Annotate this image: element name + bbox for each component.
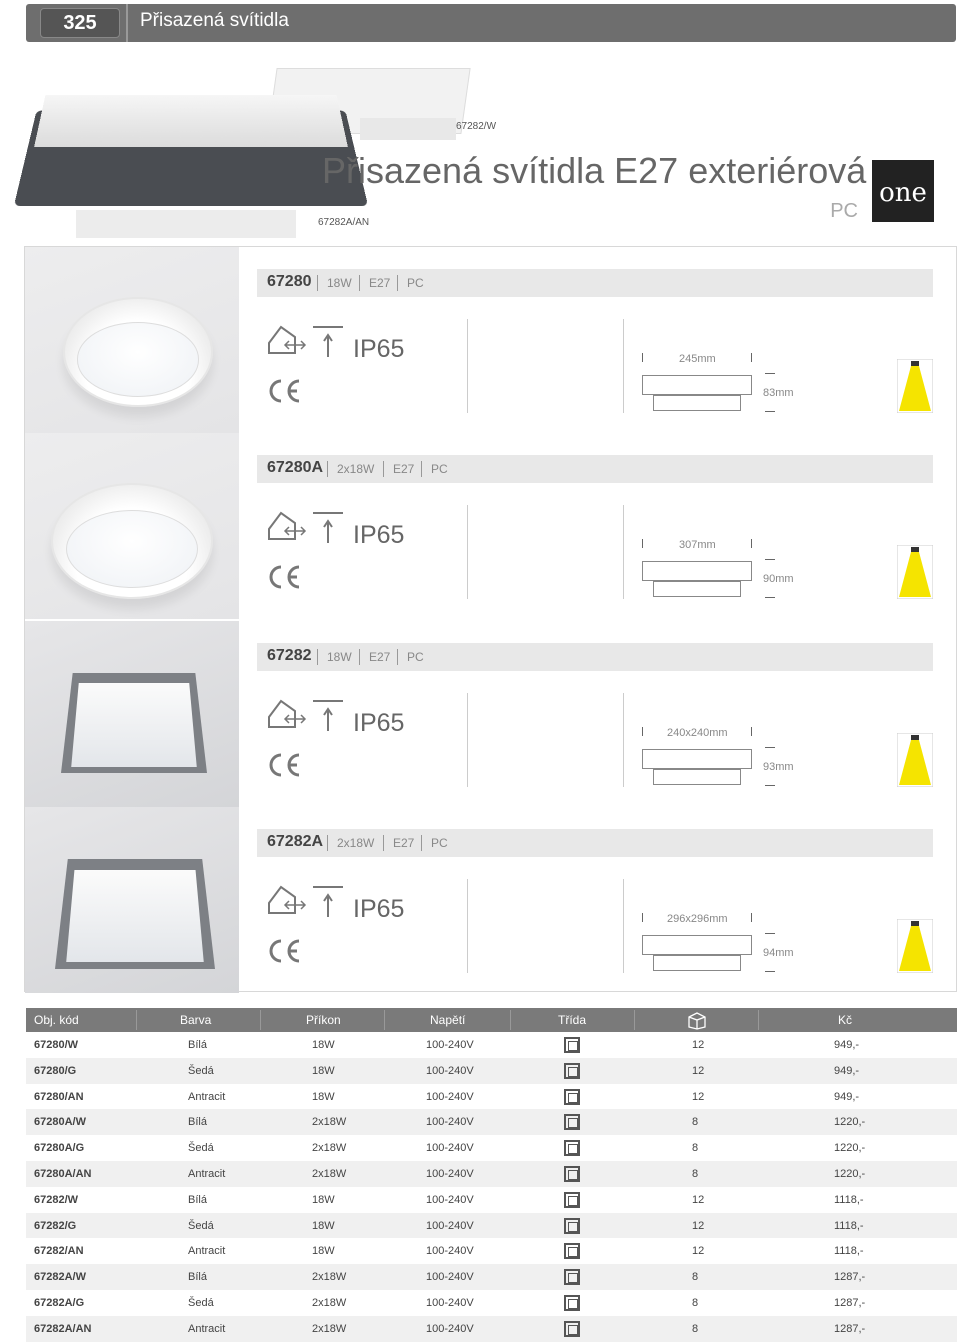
cell-package-qty: 12 xyxy=(692,1245,705,1258)
hero-lamp-diffuser xyxy=(34,95,348,147)
cell-package-qty: 8 xyxy=(692,1142,699,1155)
col-price: Kč xyxy=(838,1013,853,1027)
square-lamp-icon xyxy=(61,673,207,773)
cell-color: Antracit xyxy=(188,1245,226,1258)
cell-voltage: 100-240V xyxy=(426,1039,474,1051)
cell-power: 18W xyxy=(312,1245,335,1258)
dimension-drawing xyxy=(642,375,752,395)
class-ii-icon xyxy=(311,325,345,361)
col-voltage: Napětí xyxy=(430,1013,466,1027)
ip-rating: IP65 xyxy=(353,335,405,363)
product-block xyxy=(25,247,956,433)
class-ii-icon xyxy=(564,1243,580,1259)
product-code: 67280 xyxy=(267,273,312,290)
square-lamp-icon xyxy=(55,859,215,969)
divider xyxy=(467,693,468,787)
cell-package-qty: 12 xyxy=(692,1193,705,1206)
mounting-icon xyxy=(267,883,309,917)
cell-package-qty: 8 xyxy=(692,1167,699,1180)
price-table xyxy=(26,1008,957,1342)
table-header xyxy=(26,1008,957,1032)
divider xyxy=(467,879,468,973)
light-beam-icon xyxy=(897,919,933,973)
cell-color: Šedá xyxy=(188,1296,214,1309)
ce-mark-icon xyxy=(267,751,303,779)
round-lamp-icon xyxy=(63,297,213,407)
divider xyxy=(623,879,624,973)
ip-rating: IP65 xyxy=(353,521,405,549)
table-body xyxy=(26,1032,957,1342)
cell-package-qty: 8 xyxy=(692,1271,699,1284)
header-divider xyxy=(126,4,128,42)
mounting-icon xyxy=(267,697,309,731)
dimension-width: 245mm xyxy=(679,353,716,365)
product-socket: E27 xyxy=(369,276,391,290)
cell-voltage: 100-240V xyxy=(426,1116,474,1129)
product-material: PC xyxy=(407,650,424,664)
product-block xyxy=(25,807,956,993)
divider xyxy=(623,505,624,599)
cell-color: Bílá xyxy=(188,1039,207,1051)
material-subtitle: PC xyxy=(830,200,858,222)
cell-code: 67280/AN xyxy=(34,1090,84,1103)
table-row xyxy=(26,1109,957,1135)
cell-voltage: 100-240V xyxy=(426,1296,474,1309)
dimension-height: 90mm xyxy=(763,573,794,585)
cell-package-qty: 8 xyxy=(692,1116,699,1129)
cell-color: Antracit xyxy=(188,1090,226,1103)
ce-mark-icon xyxy=(267,377,303,405)
cell-power: 18W xyxy=(312,1039,335,1051)
cell-power: 2x18W xyxy=(312,1271,347,1284)
cell-power: 18W xyxy=(312,1219,335,1232)
cell-price: 1118,- xyxy=(834,1193,864,1206)
product-block xyxy=(25,621,956,807)
page-number: 325 xyxy=(40,8,120,38)
cell-voltage: 100-240V xyxy=(426,1167,474,1180)
cell-price: 1220,- xyxy=(834,1142,866,1155)
dimension-drawing xyxy=(642,561,752,581)
spec-bar xyxy=(257,269,933,297)
cell-color: Bílá xyxy=(188,1271,207,1284)
ip-rating: IP65 xyxy=(353,895,405,923)
cell-code: 67280A/G xyxy=(34,1142,85,1155)
dimension-drawing-base xyxy=(653,395,741,411)
dimension-height: 93mm xyxy=(763,761,794,773)
product-material: PC xyxy=(431,836,448,850)
table-row xyxy=(26,1213,957,1239)
product-power: 2x18W xyxy=(337,462,375,476)
cell-voltage: 100-240V xyxy=(426,1219,474,1232)
cell-voltage: 100-240V xyxy=(426,1090,474,1103)
round-lamp-icon xyxy=(51,483,213,599)
product-socket: E27 xyxy=(369,650,391,664)
cell-price: 1287,- xyxy=(834,1271,866,1284)
cell-voltage: 100-240V xyxy=(426,1064,474,1077)
table-row xyxy=(26,1135,957,1161)
class-ii-icon xyxy=(564,1089,580,1105)
ce-mark-icon xyxy=(267,937,303,965)
cell-code: 67280/W xyxy=(34,1039,79,1051)
cell-color: Šedá xyxy=(188,1219,214,1232)
cell-code: 67280A/AN xyxy=(34,1167,92,1180)
cell-code: 67280/G xyxy=(34,1064,77,1077)
product-socket: E27 xyxy=(393,836,415,850)
cell-power: 18W xyxy=(312,1193,335,1206)
cell-voltage: 100-240V xyxy=(426,1142,474,1155)
header-bar xyxy=(26,4,956,42)
product-image xyxy=(25,621,239,807)
cell-package-qty: 12 xyxy=(692,1064,705,1077)
hero-code-top: 67282/W xyxy=(456,121,497,132)
class-ii-icon xyxy=(311,511,345,547)
spec-bar xyxy=(257,643,933,671)
col-power: Příkon xyxy=(306,1013,341,1027)
divider xyxy=(467,505,468,599)
cell-color: Šedá xyxy=(188,1142,214,1155)
cell-code: 67280A/W xyxy=(34,1116,86,1129)
cell-price: 1287,- xyxy=(834,1296,866,1309)
cell-price: 949,- xyxy=(834,1039,860,1051)
table-row xyxy=(26,1032,957,1058)
cell-package-qty: 12 xyxy=(692,1039,705,1051)
dimension-drawing xyxy=(642,749,752,769)
class-ii-icon xyxy=(311,885,345,921)
product-image xyxy=(25,247,239,433)
table-row xyxy=(26,1264,957,1290)
hero-lamp-anthracite xyxy=(26,86,356,242)
cell-package-qty: 8 xyxy=(692,1322,699,1335)
dimension-height: 94mm xyxy=(763,947,794,959)
dimension-drawing-base xyxy=(653,769,741,785)
dimension-width: 240x240mm xyxy=(667,727,728,739)
light-beam-icon xyxy=(897,545,933,599)
ce-mark-icon xyxy=(267,563,303,591)
cell-power: 2x18W xyxy=(312,1116,347,1129)
cell-power: 2x18W xyxy=(312,1142,347,1155)
product-image xyxy=(25,807,239,993)
cell-price: 949,- xyxy=(834,1090,860,1103)
cell-price: 1118,- xyxy=(834,1245,864,1258)
cell-code: 67282A/W xyxy=(34,1271,86,1284)
cell-color: Bílá xyxy=(188,1116,207,1129)
product-code: 67282 xyxy=(267,647,312,664)
product-material: PC xyxy=(407,276,424,290)
table-row xyxy=(26,1084,957,1110)
dimension-drawing-base xyxy=(653,955,741,971)
cell-voltage: 100-240V xyxy=(426,1322,474,1335)
cell-code: 67282A/AN xyxy=(34,1322,92,1335)
class-ii-icon xyxy=(564,1321,580,1337)
product-code: 67282A xyxy=(267,833,324,850)
product-material: PC xyxy=(431,462,448,476)
product-socket: E27 xyxy=(393,462,415,476)
class-ii-icon xyxy=(564,1037,580,1053)
table-row xyxy=(26,1238,957,1264)
cell-color: Antracit xyxy=(188,1167,226,1180)
product-block xyxy=(25,433,956,619)
table-row xyxy=(26,1187,957,1213)
cell-power: 18W xyxy=(312,1090,335,1103)
class-ii-icon xyxy=(564,1063,580,1079)
col-color: Barva xyxy=(180,1013,212,1027)
class-ii-icon xyxy=(564,1192,580,1208)
mounting-icon xyxy=(267,323,309,357)
product-image xyxy=(25,433,239,619)
package-icon xyxy=(686,1010,708,1030)
cell-color: Šedá xyxy=(188,1064,214,1077)
col-class: Třída xyxy=(558,1013,587,1027)
cell-power: 2x18W xyxy=(312,1296,347,1309)
table-row xyxy=(26,1290,957,1316)
divider xyxy=(623,693,624,787)
cell-power: 2x18W xyxy=(312,1167,347,1180)
cell-color: Bílá xyxy=(188,1193,207,1206)
hero-lamp-base xyxy=(76,210,296,238)
cell-code: 67282/W xyxy=(34,1193,79,1206)
spec-bar xyxy=(257,829,933,857)
cell-code: 67282/G xyxy=(34,1219,77,1232)
cell-package-qty: 8 xyxy=(692,1296,699,1309)
cell-package-qty: 12 xyxy=(692,1219,705,1232)
product-power: 2x18W xyxy=(337,836,375,850)
cell-code: 67282A/G xyxy=(34,1296,85,1309)
table-row xyxy=(26,1161,957,1187)
cell-package-qty: 12 xyxy=(692,1090,705,1103)
page-title: Přisazená svítidla E27 exteriérová xyxy=(322,150,867,191)
cell-color: Antracit xyxy=(188,1322,226,1335)
light-beam-icon xyxy=(897,359,933,413)
class-ii-icon xyxy=(564,1140,580,1156)
class-ii-icon xyxy=(564,1166,580,1182)
divider xyxy=(623,319,624,413)
dimension-drawing xyxy=(642,935,752,955)
product-power: 18W xyxy=(327,650,352,664)
cell-price: 1220,- xyxy=(834,1116,866,1129)
hero-lamp-white-base xyxy=(360,118,456,140)
cell-power: 2x18W xyxy=(312,1322,347,1335)
product-panel xyxy=(24,246,957,992)
cell-price: 1220,- xyxy=(834,1167,866,1180)
section-title: Přisazená svítidla xyxy=(140,10,289,31)
dimension-width: 307mm xyxy=(679,539,716,551)
spec-bar xyxy=(257,455,933,483)
class-ii-icon xyxy=(564,1218,580,1234)
product-code: 67280A xyxy=(267,459,324,476)
brand-logo: one xyxy=(872,160,934,222)
class-ii-icon xyxy=(311,699,345,735)
col-code: Obj. kód xyxy=(34,1013,79,1027)
cell-voltage: 100-240V xyxy=(426,1271,474,1284)
table-row xyxy=(26,1316,957,1342)
product-power: 18W xyxy=(327,276,352,290)
cell-price: 1118,- xyxy=(834,1219,864,1232)
table-row xyxy=(26,1058,957,1084)
cell-power: 18W xyxy=(312,1064,335,1077)
divider xyxy=(467,319,468,413)
ip-rating: IP65 xyxy=(353,709,405,737)
cell-code: 67282/AN xyxy=(34,1245,84,1258)
class-ii-icon xyxy=(564,1295,580,1311)
cell-price: 949,- xyxy=(834,1064,860,1077)
dimension-drawing-base xyxy=(653,581,741,597)
cell-price: 1287,- xyxy=(834,1322,866,1335)
cell-voltage: 100-240V xyxy=(426,1193,474,1206)
dimension-height: 83mm xyxy=(763,387,794,399)
light-beam-icon xyxy=(897,733,933,787)
mounting-icon xyxy=(267,509,309,543)
class-ii-icon xyxy=(564,1269,580,1285)
class-ii-icon xyxy=(564,1114,580,1130)
hero-code-bottom: 67282A/AN xyxy=(318,217,370,228)
dimension-width: 296x296mm xyxy=(667,913,728,925)
cell-voltage: 100-240V xyxy=(426,1245,474,1258)
